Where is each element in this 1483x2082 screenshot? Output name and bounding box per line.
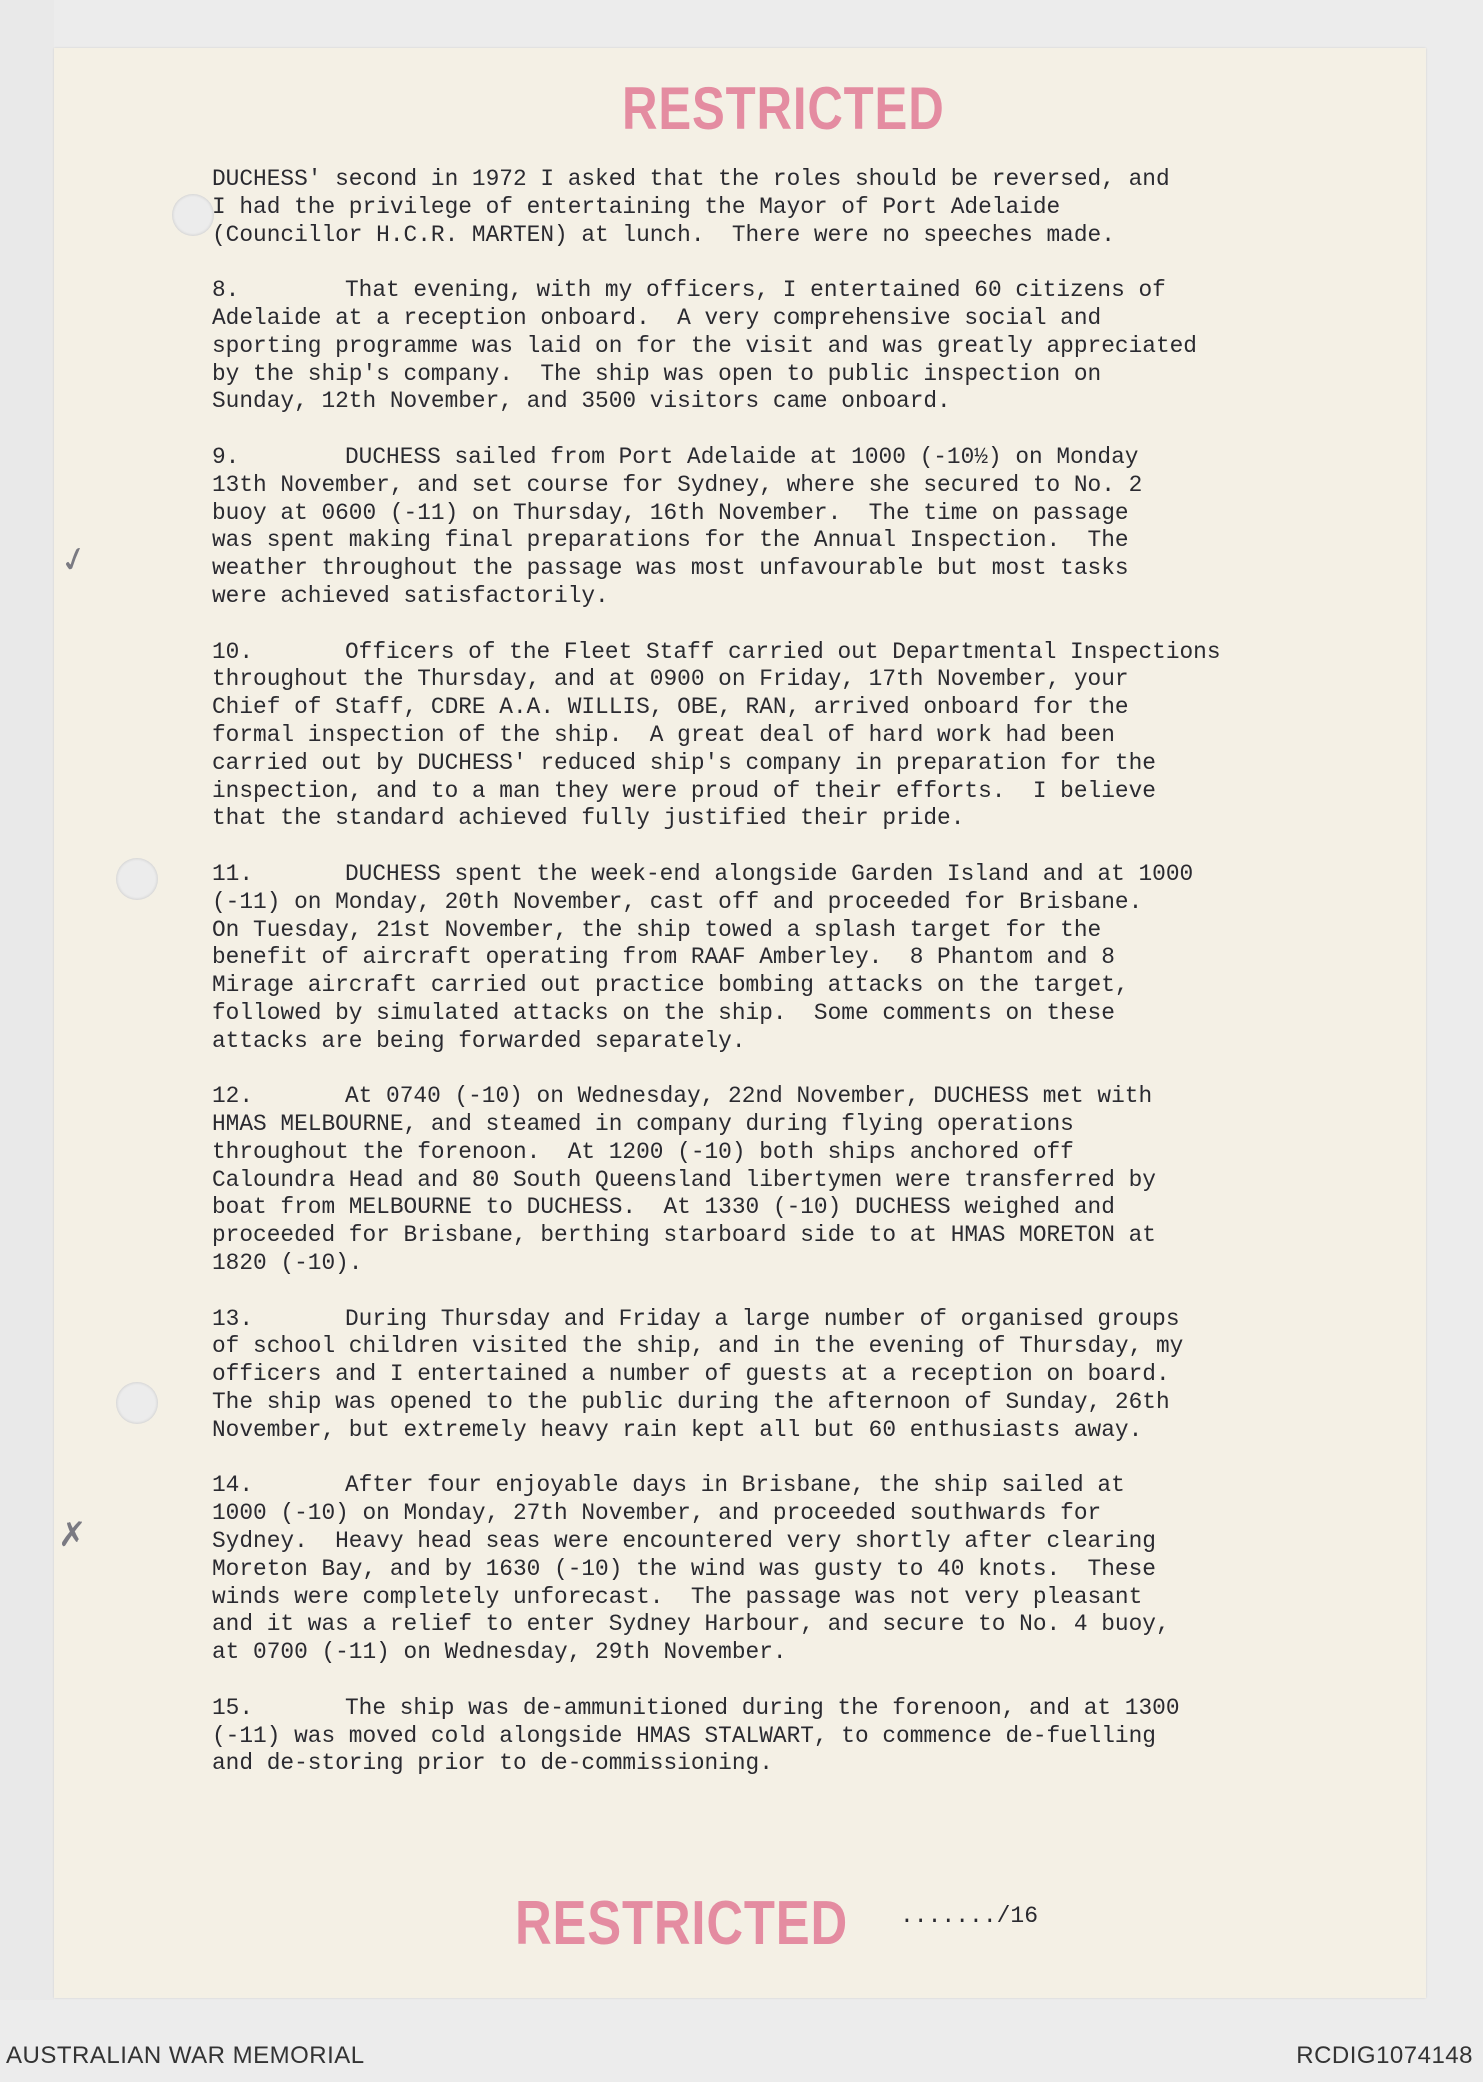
margin-tick-mark: ✓ [55, 536, 94, 584]
text-line [212, 583, 1342, 611]
paragraph-number: 13. [212, 1305, 254, 1332]
text-line [212, 555, 1342, 583]
restricted-stamp-top: RESTRICTED [622, 75, 945, 142]
text-line [212, 861, 1342, 889]
text-line [212, 1611, 1342, 1639]
text-line [212, 1695, 1342, 1723]
text-line [212, 1222, 1342, 1250]
line-text: inspection, and to a man they were proud of their efforts. I believe [212, 777, 1156, 804]
paragraph-10 [212, 639, 1342, 834]
line-text: boat from MELBOURNE to DUCHESS. At 1330 (-10) DUCHESS weighed and [212, 1194, 1115, 1221]
text-line [212, 972, 1342, 1000]
line-text: proceeded for Brisbane, berthing starboard side to at HMAS MORETON at [212, 1222, 1156, 1249]
paragraph-number: 8. [212, 277, 240, 304]
text-line [212, 889, 1342, 917]
line-text: attacks are being forwarded separately. [212, 1027, 746, 1054]
paragraph-number: 9. [212, 443, 240, 470]
text-line [212, 1584, 1342, 1612]
text-line [212, 527, 1342, 555]
punch-hole [172, 194, 214, 236]
scan-edge [0, 0, 54, 2000]
line-text: Sunday, 12th November, and 3500 visitors came onboard. [212, 388, 951, 415]
page-continuation-reference: ......./16 [900, 1903, 1039, 1929]
text-line [212, 1500, 1342, 1528]
text-line [212, 917, 1342, 945]
line-text: After four enjoyable days in Brisbane, the ship sailed at [345, 1472, 1125, 1499]
line-text: Adelaide at a reception onboard. A very comprehensive social and [212, 304, 1102, 331]
paragraph-number: 11. [212, 860, 254, 887]
text-line [212, 694, 1342, 722]
text-line [212, 1528, 1342, 1556]
paragraph-continuation [212, 166, 1342, 249]
text-line [212, 333, 1342, 361]
paragraph-14 [212, 1472, 1342, 1667]
margin-cross-mark: ✗ [58, 1515, 87, 1555]
paragraph-9 [212, 444, 1342, 611]
text-line [212, 1250, 1342, 1278]
text-line [212, 1000, 1342, 1028]
line-text: (Councillor H.C.R. MARTEN) at lunch. There were no speeches made. [212, 221, 1115, 248]
text-line [212, 1750, 1342, 1778]
line-text: Mirage aircraft carried out practice bombing attacks on the target, [212, 972, 1129, 999]
line-text: were achieved satisfactorily. [212, 582, 609, 609]
text-line [212, 722, 1342, 750]
line-text: at 0700 (-11) on Wednesday, 29th November. [212, 1639, 787, 1666]
restricted-stamp-bottom: RESTRICTED [515, 1889, 849, 1958]
line-text: was spent making final preparations for the Annual Inspection. The [212, 527, 1129, 554]
line-text: weather throughout the passage was most unfavourable but most tasks [212, 555, 1129, 582]
line-text: followed by simulated attacks on the ship. Some comments on these [212, 999, 1115, 1026]
text-line [212, 1111, 1342, 1139]
text-line [212, 805, 1342, 833]
paragraph-8 [212, 277, 1342, 416]
text-line [212, 1028, 1342, 1056]
text-line [212, 1333, 1342, 1361]
line-text: The ship was opened to the public during the afternoon of Sunday, 26th [212, 1389, 1170, 1416]
line-text: benefit of aircraft operating from RAAF Amberley. 8 Phantom and 8 [212, 944, 1115, 971]
text-line [212, 1639, 1342, 1667]
text-line [212, 778, 1342, 806]
line-text: During Thursday and Friday a large number of organised groups [345, 1305, 1180, 1332]
text-line [212, 1556, 1342, 1584]
paragraph-number: 10. [212, 638, 254, 665]
text-line [212, 194, 1342, 222]
text-line [212, 944, 1342, 972]
line-text: Caloundra Head and 80 South Queensland libertymen were transferred by [212, 1166, 1156, 1193]
line-text: Moreton Bay, and by 1630 (-10) the wind was gusty to 40 knots. These [212, 1555, 1156, 1582]
text-line [212, 166, 1342, 194]
text-line [212, 1139, 1342, 1167]
text-line [212, 361, 1342, 389]
text-line [212, 1083, 1342, 1111]
text-line [212, 666, 1342, 694]
text-line [212, 1417, 1342, 1445]
paragraph-number: 15. [212, 1694, 254, 1721]
text-line [212, 444, 1342, 472]
line-text: I had the privilege of entertaining the Mayor of Port Adelaide [212, 193, 1061, 220]
line-text: throughout the Thursday, and at 0900 on Friday, 17th November, your [212, 666, 1129, 693]
line-text: November, but extremely heavy rain kept all but 60 enthusiasts away. [212, 1416, 1143, 1443]
paragraph-12 [212, 1083, 1342, 1278]
line-text: HMAS MELBOURNE, and steamed in company during flying operations [212, 1111, 1074, 1138]
paragraph-11 [212, 861, 1342, 1056]
line-text: On Tuesday, 21st November, the ship towed a splash target for the [212, 916, 1102, 943]
punch-hole [116, 1382, 158, 1424]
line-text: of school children visited the ship, and in the evening of Thursday, my [212, 1333, 1184, 1360]
text-line [212, 750, 1342, 778]
document-body [212, 166, 1342, 1806]
text-line [212, 472, 1342, 500]
line-text: (-11) on Monday, 20th November, cast off and proceeded for Brisbane. [212, 888, 1143, 915]
line-text: 13th November, and set course for Sydney, where she secured to No. 2 [212, 471, 1143, 498]
line-text: and de-storing prior to de-commissioning. [212, 1750, 773, 1777]
text-line [212, 1723, 1342, 1751]
line-text: 1820 (-10). [212, 1250, 363, 1277]
punch-hole [116, 858, 158, 900]
line-text: DUCHESS sailed from Port Adelaide at 1000 (-10½) on Monday [345, 443, 1139, 470]
text-line [212, 1472, 1342, 1500]
text-line [212, 639, 1342, 667]
line-text: carried out by DUCHESS' reduced ship's company in preparation for the [212, 749, 1156, 776]
text-line [212, 1167, 1342, 1195]
line-text: winds were completely unforecast. The passage was not very pleasant [212, 1583, 1143, 1610]
line-text: Officers of the Fleet Staff carried out Departmental Inspections [345, 638, 1221, 665]
line-text: formal inspection of the ship. A great deal of hard work had been [212, 721, 1115, 748]
paragraph-number: 14. [212, 1472, 254, 1499]
line-text: DUCHESS' second in 1972 I asked that the roles should be reversed, and [212, 166, 1170, 192]
line-text: throughout the forenoon. At 1200 (-10) both ships anchored off [212, 1138, 1074, 1165]
text-line [212, 1389, 1342, 1417]
line-text: (-11) was moved cold alongside HMAS STALWART, to commence de-fuelling [212, 1722, 1156, 1749]
text-line [212, 388, 1342, 416]
line-text: buoy at 0600 (-11) on Thursday, 16th November. The time on passage [212, 499, 1129, 526]
paragraph-13 [212, 1306, 1342, 1445]
text-line [212, 277, 1342, 305]
text-line [212, 1361, 1342, 1389]
line-text: DUCHESS spent the week-end alongside Garden Island and at 1000 [345, 860, 1194, 887]
paragraph-number: 12. [212, 1083, 254, 1110]
line-text: sporting programme was laid on for the visit and was greatly appreciated [212, 332, 1197, 359]
line-text: officers and I entertained a number of guests at a reception on board. [212, 1361, 1170, 1388]
text-line [212, 1306, 1342, 1334]
line-text: that the standard achieved fully justified their pride. [212, 805, 965, 832]
line-text: That evening, with my officers, I entertained 60 citizens of [345, 277, 1166, 304]
footer-archive-name: AUSTRALIAN WAR MEMORIAL [6, 2042, 365, 2069]
text-line [212, 305, 1342, 333]
line-text: and it was a relief to enter Sydney Harbour, and secure to No. 4 buoy, [212, 1611, 1170, 1638]
line-text: At 0740 (-10) on Wednesday, 22nd November, DUCHESS met with [345, 1083, 1153, 1110]
footer-record-id: RCDIG1074148 [1296, 2042, 1473, 2069]
paragraph-15 [212, 1695, 1342, 1778]
line-text: Chief of Staff, CDRE A.A. WILLIS, OBE, RAN, arrived onboard for the [212, 694, 1129, 721]
line-text: 1000 (-10) on Monday, 27th November, and proceeded southwards for [212, 1500, 1102, 1527]
line-text: Sydney. Heavy head seas were encountered very shortly after clearing [212, 1528, 1156, 1555]
text-line [212, 222, 1342, 250]
text-line [212, 1194, 1342, 1222]
line-text: by the ship's company. The ship was open to public inspection on [212, 360, 1102, 387]
text-line [212, 500, 1342, 528]
line-text: The ship was de-ammunitioned during the forenoon, and at 1300 [345, 1694, 1180, 1721]
